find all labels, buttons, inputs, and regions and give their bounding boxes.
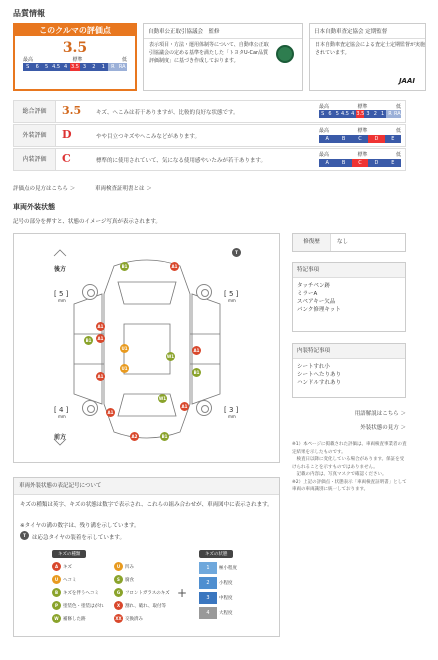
- scale-cell: 2: [372, 110, 379, 118]
- mini-scale-label: 最高: [319, 152, 330, 158]
- kind-badge: B: [52, 588, 61, 597]
- legend-text2: ※タイヤの溝の数字は、残り溝を示しています。: [20, 523, 140, 529]
- aiss-body: 表示項目・方法・運用体制等について、自動車公正取引協議会の定める基準を満たした「トヨタU-Car品質評価制度」に基づき作成しております。: [149, 42, 269, 64]
- kind-label: 交換済み: [125, 616, 143, 622]
- scale-cell: S: [23, 63, 32, 71]
- rating-mini-scale: [319, 151, 401, 167]
- damage-mark[interactable]: U1: [121, 366, 128, 371]
- jaai-logo-icon: JAAI: [398, 77, 415, 85]
- kind-badge: U: [52, 575, 61, 584]
- special-item: ミラーA: [297, 291, 318, 297]
- plus-sign: +: [177, 586, 188, 600]
- special-item: スペアキー欠品: [297, 299, 336, 305]
- tread-unit: mm: [228, 298, 236, 303]
- note-line: 検査日以降に変化している場合があります。保証を受けられることを示すものではありません。: [292, 457, 405, 470]
- damage-mark[interactable]: B1: [121, 264, 128, 269]
- eval-header: このクルマの評価点: [15, 25, 135, 36]
- eval-score-box: [13, 23, 137, 91]
- grade-cell: E: [385, 159, 401, 167]
- scale-cell: 1: [99, 63, 108, 71]
- tread-rr: [ 5 ]: [224, 290, 239, 298]
- state-badge: 1: [199, 562, 217, 574]
- rating-row: [13, 100, 406, 123]
- scale-cell: 4.5: [341, 111, 349, 117]
- spare-tire-icon: T: [20, 531, 29, 540]
- grade-cell: D: [368, 159, 384, 167]
- kind-item: [52, 601, 110, 610]
- kind-badge: W: [52, 614, 61, 623]
- grade-cell: A: [319, 135, 335, 143]
- state-label: 大程度: [219, 611, 233, 616]
- rating-row: [13, 124, 406, 147]
- kind-badge: P: [52, 601, 61, 610]
- damage-mark[interactable]: A1: [193, 348, 200, 353]
- mini-scale-label: 最高: [319, 104, 330, 110]
- scale-cell: 3: [364, 110, 371, 118]
- kind-badge: X: [114, 601, 123, 610]
- damage-mark[interactable]: B1: [193, 370, 200, 375]
- note-line: ※1）本ページに掲載された評価は、車両検査事業者の査定結果を示したものです。: [292, 442, 407, 455]
- tread-fr: [ 3 ]: [224, 406, 239, 414]
- view-link[interactable]: 評価点の見方はこちら ＞: [13, 186, 76, 192]
- rating-text: やや目立つキズやへこみなどがあります。: [96, 134, 200, 140]
- aiss-logo-icon: [276, 45, 294, 63]
- damage-mark[interactable]: A1: [97, 374, 104, 379]
- aiss-title: 自動車公正取引協議会 監修: [144, 24, 302, 39]
- scale-cell: 6: [326, 110, 333, 118]
- kind-label: 割れ、破れ、取付等: [125, 603, 167, 609]
- state-badge: 3: [199, 592, 217, 604]
- rating-label: 内装評価: [14, 149, 56, 170]
- repair-value: なし: [337, 239, 349, 245]
- mini-scale-label: 低: [395, 152, 401, 158]
- state-list: [199, 562, 269, 622]
- damage-mark[interactable]: U1: [121, 346, 128, 351]
- glossary-link[interactable]: 用語解説はこちら ＞: [354, 411, 406, 417]
- exterior-desc: 記号の部分を押すと、状態のイメージ写真が表示されます。: [13, 219, 161, 225]
- mini-scale-label: 標準: [357, 152, 368, 158]
- kind-item: [114, 614, 172, 623]
- legend-text1: キズの種類は英字、キズの状態は数字で表示され、これらの組み合わせが、車両図中に表示されます。: [20, 502, 273, 508]
- mini-scale-label: 低: [395, 128, 401, 134]
- note-line: 記載の内容は、写真マスクで確認ください。: [292, 472, 387, 477]
- interior-box: [292, 343, 406, 398]
- damage-mark[interactable]: W1: [158, 396, 167, 401]
- kind-title: キズの種類: [52, 550, 86, 558]
- grade-cell: C: [352, 159, 368, 167]
- scale-cell: 4: [61, 63, 70, 71]
- kind-item: [52, 562, 110, 571]
- grade-cell: E: [385, 135, 401, 143]
- rating-row: [13, 148, 406, 171]
- kind-badge: S: [114, 575, 123, 584]
- footnotes: [292, 441, 408, 494]
- scale-std-label: 標準: [72, 57, 83, 63]
- kind-badge: U: [114, 562, 123, 571]
- rating-text: キズ、へこみは若干ありますが、比較的良好な状態です。: [96, 110, 239, 116]
- scale-high-label: 最高: [23, 57, 34, 63]
- mini-scale-label: 最高: [319, 128, 330, 134]
- interior-title: 内装特記事項: [293, 344, 405, 359]
- damage-mark[interactable]: B1: [161, 434, 168, 439]
- scale-cell: 4: [349, 110, 356, 118]
- kind-item: [114, 562, 172, 571]
- jaai-box: [309, 23, 426, 91]
- kind-label: 補修した跡: [63, 616, 86, 622]
- damage-mark[interactable]: A1: [107, 410, 114, 415]
- mini-scale-label: 標準: [357, 104, 368, 110]
- jaai-body: 日本自動車査定協会による査定士定期監督が実施されています。: [315, 42, 426, 56]
- grade-cell: A: [319, 159, 335, 167]
- kind-badge: XX: [115, 616, 122, 621]
- car-diagram: [13, 233, 280, 463]
- special-list: [293, 278, 405, 318]
- scale-cell: S: [319, 110, 326, 118]
- grade-cell: C: [352, 135, 368, 143]
- rating-mini-scale: [319, 103, 401, 118]
- mini-scale-label: 標準: [357, 128, 368, 134]
- scale-cell: 3.5: [71, 64, 79, 70]
- scale-cell: RA: [118, 64, 126, 70]
- kind-item: [114, 575, 172, 584]
- wheel-icon: [82, 284, 98, 300]
- rating-text: 標準的に使用されていて、気になる使用感やいたみが若干あります。: [96, 158, 266, 164]
- kind-label: 塗装色・塗装はがれ: [63, 603, 104, 609]
- tread-fl: [ 4 ]: [54, 406, 69, 414]
- interior-item: シートへたりあり: [297, 372, 342, 378]
- wheel-icon: [196, 284, 212, 300]
- rating-label: 総合評価: [14, 101, 56, 122]
- kind-label: 凹み: [125, 564, 134, 570]
- wheel-icon: [82, 400, 98, 416]
- scale-cell: 4.5: [52, 64, 61, 70]
- interior-list: [293, 359, 405, 391]
- kind-item: [114, 588, 172, 597]
- special-item: タッチペン跡: [297, 283, 331, 289]
- grade-cell: B: [335, 135, 351, 143]
- damage-mark[interactable]: B1: [85, 338, 92, 343]
- mini-scale-label: 低: [395, 104, 401, 110]
- eval-score: 3.5: [62, 40, 88, 56]
- scale-cell: 3.5: [356, 111, 365, 117]
- damage-mark[interactable]: W1: [166, 354, 175, 359]
- eval-scale: [23, 63, 127, 71]
- scale-cell: 2: [89, 63, 98, 71]
- special-title: 特記事項: [293, 263, 405, 278]
- scale-cell: 6: [32, 63, 41, 71]
- section-title: 品質情報: [13, 9, 45, 18]
- jaai-title: 日本自動車査定協会 定期監督: [310, 24, 425, 39]
- state-label: 小程度: [219, 581, 233, 586]
- scale-low-label: 低: [121, 57, 127, 63]
- state-item: [199, 607, 269, 619]
- kind-item: [52, 614, 110, 623]
- state-item: [199, 562, 269, 574]
- kind-item: [52, 575, 110, 584]
- exterior-title: 車両外装状態: [13, 203, 55, 211]
- kind-label: キズを伴うヘコミ: [63, 590, 99, 596]
- state-label: 中程度: [219, 596, 233, 601]
- tread-rl: [ 5 ]: [54, 290, 69, 298]
- state-badge: 4: [199, 607, 217, 619]
- grade-cell: D: [368, 135, 384, 143]
- kind-item: [114, 601, 172, 610]
- state-item: [199, 592, 269, 604]
- special-item: パンク修理キット: [297, 307, 341, 313]
- repair-label: 修復歴: [293, 234, 331, 251]
- scale-cell: 1: [379, 110, 386, 118]
- front-label: 前方: [54, 434, 67, 441]
- kind-label: フロントガラスのキズ: [125, 590, 170, 596]
- exterior-view-link[interactable]: 外装状態の見方 ＞: [360, 425, 406, 431]
- kind-item: [52, 588, 110, 597]
- kind-label: キズ: [63, 564, 72, 570]
- tread-unit: mm: [58, 414, 66, 419]
- legend-text3: は応急タイヤの装着を示しています。: [32, 535, 125, 541]
- kind-label: 腐食: [125, 577, 134, 583]
- damage-mark[interactable]: A1: [171, 264, 178, 269]
- scale-cell: 5: [334, 110, 341, 118]
- legend-box: [13, 477, 280, 637]
- state-title: キズの状態: [199, 550, 233, 558]
- wheel-icon: [196, 400, 212, 416]
- damage-mark[interactable]: A1: [97, 324, 104, 329]
- cert-link[interactable]: 車両検査証明書とは ＞: [95, 186, 152, 192]
- state-badge: 2: [199, 577, 217, 589]
- rating-grade: 3.5: [62, 104, 82, 117]
- tread-unit: mm: [228, 414, 236, 419]
- note-line: ※2）上記の評価点・状態表示「車両検査証明書」として車両の車両識別に統一しております。: [292, 479, 407, 492]
- damage-mark[interactable]: A1: [97, 336, 104, 341]
- scale-cell: 3: [80, 63, 89, 71]
- interior-item: ハンドルすれあり: [297, 380, 342, 386]
- kind-label: ヘコミ: [63, 577, 77, 583]
- damage-mark[interactable]: A1: [181, 404, 188, 409]
- state-item: [199, 577, 269, 589]
- kind-list: [52, 562, 172, 623]
- rear-label: 後方: [54, 266, 67, 273]
- tread-unit: mm: [58, 298, 66, 303]
- kind-badge: G: [114, 588, 123, 597]
- repair-box: [292, 233, 406, 252]
- scale-cell: R: [388, 111, 392, 117]
- damage-mark[interactable]: A2: [131, 434, 138, 439]
- rating-grade: C: [62, 152, 71, 165]
- grade-cell: B: [335, 159, 351, 167]
- interior-item: シートすれ小: [297, 364, 330, 370]
- special-box: [292, 262, 406, 332]
- scale-cell: RA: [393, 111, 401, 117]
- legend-title: 車両外装状態の表記記号について: [14, 478, 279, 495]
- rating-grade: D: [62, 128, 72, 141]
- aiss-box: [143, 23, 303, 91]
- kind-badge: A: [52, 562, 61, 571]
- scale-cell: R: [108, 63, 117, 71]
- rating-mini-scale: [319, 127, 401, 143]
- state-label: 極小程度: [219, 566, 237, 571]
- rating-label: 外装評価: [14, 125, 56, 146]
- damage-mark[interactable]: T: [232, 248, 241, 257]
- scale-cell: 5: [42, 63, 51, 71]
